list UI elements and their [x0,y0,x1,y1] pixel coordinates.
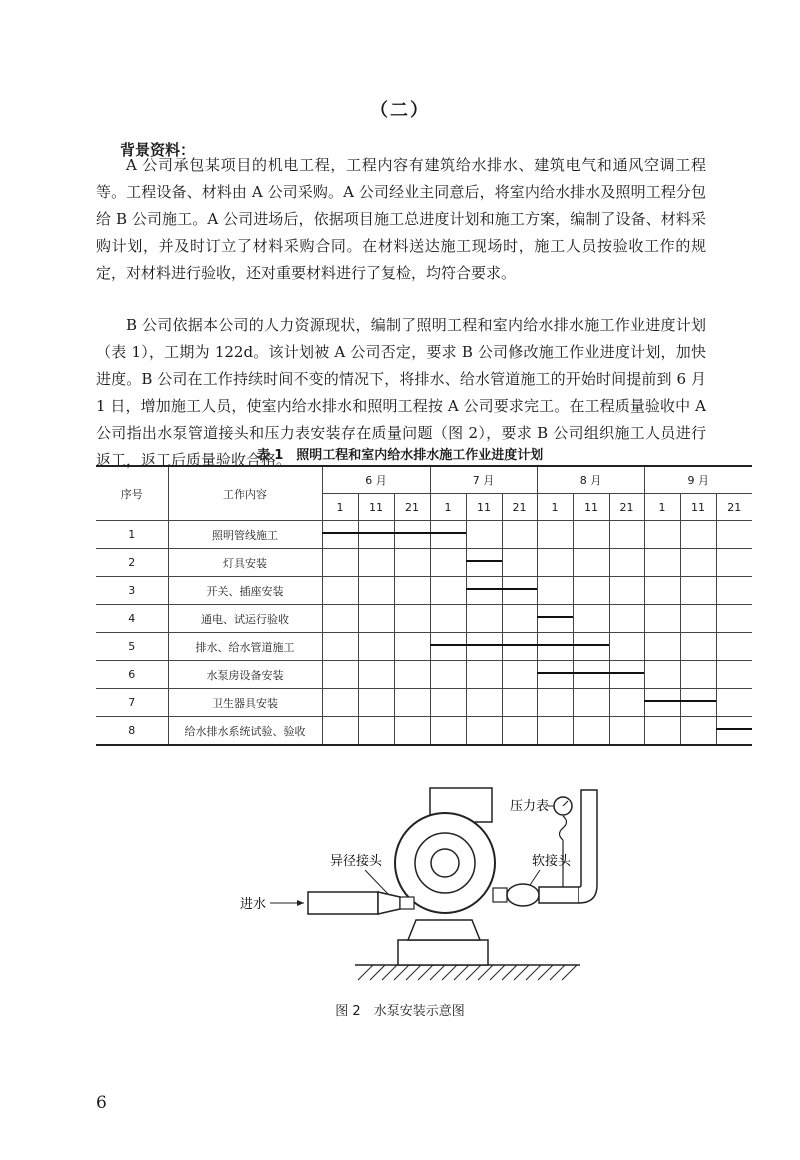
gantt-cell [430,549,466,577]
gantt-cell [609,577,644,605]
gantt-cell [573,689,609,717]
header-no: 序号 [96,466,168,521]
header-task: 工作内容 [168,466,322,521]
gantt-cell [716,521,752,549]
gantt-cell [430,661,466,689]
gantt-cell [430,521,466,549]
row-task: 照明管线施工 [168,521,322,549]
gantt-cell [502,521,537,549]
background-label: 背景资料： [120,141,196,159]
riser-pipe [579,790,597,903]
gantt-cell [609,689,644,717]
figure-caption: 图 2 水泵安装示意图 [335,1004,465,1019]
gantt-cell [466,689,502,717]
pump-foundation [398,940,488,965]
gantt-cell [537,633,573,661]
pump-installation-diagram [240,770,620,990]
gantt-cell [358,689,394,717]
gantt-cell [680,521,716,549]
gantt-cell [680,661,716,689]
gantt-cell [537,717,573,746]
header-month: 9 月 [644,466,752,494]
gantt-cell [573,549,609,577]
table-caption: 表 1 照明工程和室内给水排水施工作业进度计划 [256,448,544,463]
header-day: 11 [358,494,394,521]
gantt-cell [573,661,609,689]
header-day: 21 [609,494,644,521]
gantt-cell [716,633,752,661]
gantt-cell [322,717,358,746]
paragraph-1: A 公司承包某项目的机电工程，工程内容有建筑给水排水、建筑电气和通风空调工程等。工程设备、材料由 A 公司采购。A 公司经业主同意后，将室内给水排水及照明工程分包给 B 公司施工。A 公司进场后，依据项目施工总进度计划和施工方案，编制了设备、材料采购计划，并及时订立了材料采购合同。在材料送达施工现场时，施工人员按验收工作的规定，对材料进行验收，还对重要材料进行了复检，均符合要求。 [96,156,706,282]
gantt-cell [394,633,430,661]
table-row [96,689,752,717]
header-day: 21 [502,494,537,521]
gantt-cell [430,717,466,746]
flex-joint-label: 软接头 [532,853,572,868]
gantt-cell [609,549,644,577]
row-task: 灯具安装 [168,549,322,577]
header-day: 11 [573,494,609,521]
gantt-cell [322,633,358,661]
gantt-cell [537,605,573,633]
gantt-cell [502,689,537,717]
gantt-cell [502,577,537,605]
header-month: 6 月 [322,466,430,494]
gantt-cell [466,717,502,746]
row-number: 8 [96,717,168,746]
row-task: 开关、插座安装 [168,577,322,605]
gantt-cell [394,521,430,549]
gantt-cell [537,577,573,605]
gantt-cell [466,605,502,633]
reducer-leader [365,870,388,894]
table-row [96,605,752,633]
gantt-cell [322,689,358,717]
row-number: 2 [96,549,168,577]
gantt-cell [644,577,680,605]
table-row [96,521,752,549]
gantt-cell [716,577,752,605]
gantt-cell [680,577,716,605]
gantt-cell [502,549,537,577]
gantt-cell [573,605,609,633]
gantt-cell [430,577,466,605]
gantt-cell [644,633,680,661]
row-task: 水泵房设备安装 [168,661,322,689]
gantt-cell [644,605,680,633]
gantt-cell [394,577,430,605]
gantt-cell [322,605,358,633]
gantt-cell [322,577,358,605]
gantt-cell [466,661,502,689]
gantt-cell [358,549,394,577]
gantt-cell [680,549,716,577]
ground-hatch [358,965,577,980]
table-row [96,661,752,689]
header-day: 11 [680,494,716,521]
gantt-cell [716,689,752,717]
gantt-cell [502,633,537,661]
gantt-cell [394,661,430,689]
gantt-cell [716,661,752,689]
row-number: 5 [96,633,168,661]
gantt-cell [716,605,752,633]
flex-leader [530,870,540,885]
gantt-cell [537,689,573,717]
inlet-pipe [308,892,378,914]
header-month: 8 月 [537,466,644,494]
gantt-cell [430,605,466,633]
gantt-cell [394,605,430,633]
gantt-cell [430,633,466,661]
gantt-cell [502,661,537,689]
gantt-cell [358,633,394,661]
gantt-cell [644,549,680,577]
gantt-cell [609,605,644,633]
gantt-cell [502,605,537,633]
header-day: 1 [644,494,680,521]
gantt-cell [716,717,752,746]
section-title: （二） [370,100,430,121]
header-day: 21 [394,494,430,521]
gantt-cell [537,661,573,689]
paragraph-2: B 公司依据本公司的人力资源现状，编制了照明工程和室内给水排水施工作业进度计划（表 1），工期为 122d。该计划被 A 公司否定，要求 B 公司修改施工作业进度计划，加快进度。B 公司在工作持续时间不变的情况下，将排水、给水管道施工的开始时间提前到 6 月 1 日，增加施工人员，使室内给水排水和照明工程按 A 公司要求完工。在工程质量验收中 A 公司指出水泵管道接头和压力表安装存在质量问题（图 2），要求 B 公司组织施工人员进行返工，返工后质量验收合格。 [96,316,706,469]
pump-hub [431,849,459,877]
row-number: 3 [96,577,168,605]
gantt-cell [358,605,394,633]
gantt-cell [466,577,502,605]
row-number: 4 [96,605,168,633]
pump-base [408,920,480,940]
gantt-cell [466,549,502,577]
inlet-neck [400,897,414,909]
gantt-cell [680,633,716,661]
gantt-cell [573,577,609,605]
inlet-arrow-head [297,900,304,906]
gantt-cell [573,521,609,549]
gantt-cell [358,717,394,746]
gantt-cell [322,521,358,549]
outlet-neck [493,888,507,902]
header-month: 7 月 [430,466,537,494]
gantt-cell [573,717,609,746]
header-day: 21 [716,494,752,521]
gantt-cell [680,717,716,746]
gantt-cell [394,689,430,717]
gantt-cell [537,549,573,577]
gantt-cell [609,521,644,549]
gauge-siphon [560,816,567,840]
gantt-cell [322,549,358,577]
gantt-cell [609,633,644,661]
gantt-cell [358,661,394,689]
row-task: 通电、试运行验收 [168,605,322,633]
header-day: 11 [466,494,502,521]
flexible-joint [507,884,539,906]
row-task: 卫生器具安装 [168,689,322,717]
reducer-label: 异径接头 [330,853,383,868]
header-day: 1 [430,494,466,521]
gantt-cell [609,717,644,746]
table-row [96,633,752,661]
schedule-table [96,465,752,746]
gantt-cell [680,605,716,633]
gantt-cell [644,689,680,717]
gantt-cell [537,521,573,549]
gantt-cell [430,689,466,717]
gantt-cell [716,549,752,577]
row-number: 7 [96,689,168,717]
gantt-cell [466,633,502,661]
gantt-cell [573,633,609,661]
gantt-cell [466,521,502,549]
outlet-pipe [539,887,579,903]
gantt-cell [609,661,644,689]
reducer-fitting [378,892,400,914]
gantt-cell [680,689,716,717]
row-number: 1 [96,521,168,549]
header-day: 1 [537,494,573,521]
table-row [96,717,752,746]
gantt-cell [358,577,394,605]
row-task: 排水、给水管道施工 [168,633,322,661]
gantt-cell [502,717,537,746]
gauge-label: 压力表 [510,798,550,813]
gantt-cell [644,521,680,549]
page-number: 6 [96,1093,107,1113]
gantt-cell [358,521,394,549]
row-number: 6 [96,661,168,689]
gantt-cell [644,661,680,689]
gantt-cell [394,549,430,577]
gantt-cell [322,661,358,689]
table-row [96,549,752,577]
gantt-cell [394,717,430,746]
row-task: 给水排水系统试验、验收 [168,717,322,746]
table-row [96,577,752,605]
header-day: 1 [322,494,358,521]
gantt-cell [644,717,680,746]
inlet-label: 进水 [240,896,267,911]
